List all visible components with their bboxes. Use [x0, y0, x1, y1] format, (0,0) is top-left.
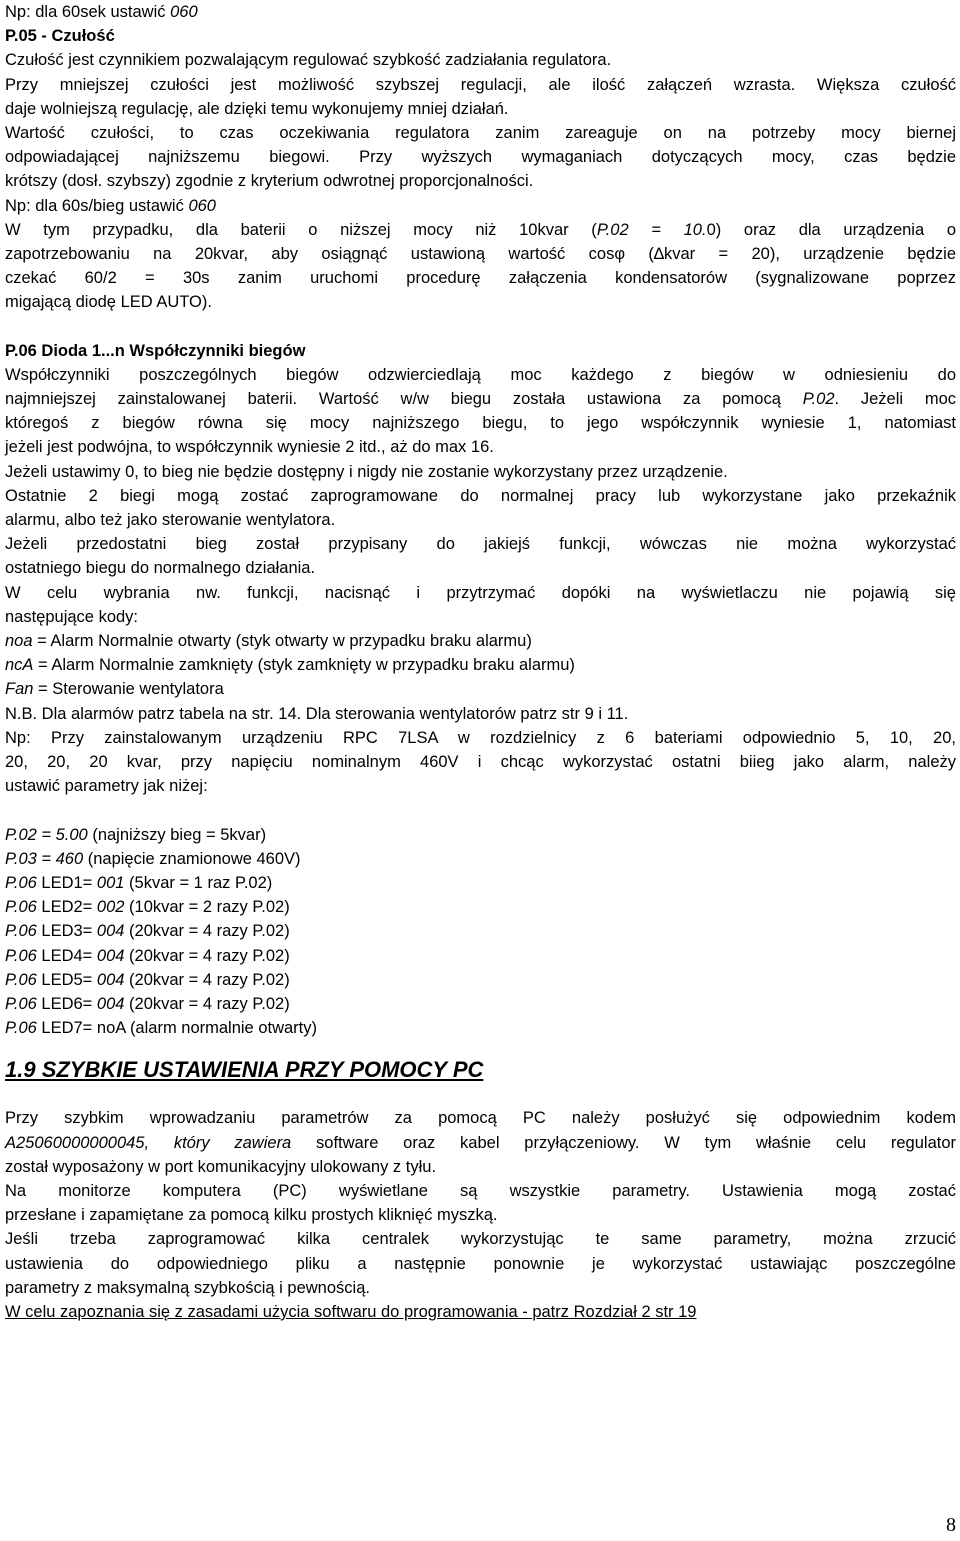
- p05-example-text: Np: dla 60s/bieg ustawić: [5, 196, 189, 215]
- p06-line: następujące kody:: [5, 607, 139, 626]
- p06-line: ostatniego biegu do normalnego działania.: [5, 559, 316, 578]
- section-line: [5, 1131, 956, 1155]
- p06-line: N.B. Dla alarmów patrz tabela na str. 14. Dla sterowania wentylatorów patrz str 9 i 11.: [5, 704, 629, 723]
- document-page: [5, 0, 956, 1324]
- p06-line: Np: Przy zainstalowanym urządzeniu RPC 7LSA w rozdzielnicy z 6 bateriami odpowiednio 5, 10, 20,: [5, 728, 956, 747]
- setting-param: P.06: [5, 898, 37, 917]
- p06-line: [5, 387, 956, 411]
- p06-param-ref: P.02: [802, 390, 835, 409]
- setting-note: (najniższy bieg = 5kvar): [87, 825, 267, 844]
- page-number: 8: [946, 1514, 956, 1536]
- p06-line: 20, 20, 20 kvar, przy napięciu nominalnym 460V i chcąc wykorzystać ostatni biieg jako alarm, należy: [5, 753, 956, 772]
- p05-line: daje wolniejszą regulację, ale dzięki temu wykonujemy mniej działań.: [5, 99, 509, 118]
- setting-value: 004: [96, 946, 125, 965]
- setting-value: 004: [96, 970, 125, 989]
- section-reference-line: W celu zapoznania się z zasadami użycia softwaru do programowania - patrz Rozdział 2 str 19: [5, 1302, 697, 1321]
- code-name: Fan: [5, 680, 34, 699]
- p05-line: migającą diodę LED AUTO).: [5, 293, 212, 312]
- code-description: = Sterowanie wentylatora: [33, 680, 224, 699]
- setting-led: LED1=: [36, 873, 97, 892]
- setting-note: (20kvar = 4 razy P.02): [124, 994, 290, 1013]
- settings-item: [5, 847, 956, 871]
- p05-line: Wartość czułości, to czas oczekiwania regulatora zanim zareaguje on na potrzeby mocy biernej: [5, 124, 956, 143]
- section-text: software oraz kabel przyłączeniowy. W tym właśnie celu regulator: [291, 1133, 957, 1152]
- settings-item: [5, 871, 956, 895]
- p06-text: . Jeżeli moc: [834, 390, 957, 409]
- intro-text: Np: dla 60sek ustawić: [5, 3, 171, 21]
- setting-note: (10kvar = 2 razy P.02): [124, 898, 290, 917]
- spacer: [5, 799, 956, 823]
- section-title: 1.9 SZYBKIE USTAWIENIA PRZY POMOCY PC: [5, 1057, 484, 1083]
- code-name: ncA: [5, 656, 34, 675]
- intro-value: 060: [170, 3, 198, 21]
- p06-line: Ostatnie 2 biegi mogą zostać zaprogramowane do normalnej pracy lub wykorzystane jako przekaźnik: [5, 486, 956, 505]
- p06-line: W celu wybrania nw. funkcji, nacisnąć i przytrzymać dopóki na wyświetlaczu nie pojawią się: [5, 583, 956, 602]
- p06-line: któregoś z biegów równa się mocy najniższego biegu, to jego współczynnik wyniesie 1, natomiast: [5, 414, 956, 433]
- setting-note: (napięcie znamionowe 460V): [83, 849, 301, 868]
- setting-value: 004: [96, 994, 125, 1013]
- p06-line: Współczynniki poszczególnych biegów odzwierciedlają moc każdego z biegów w odniesieniu do: [5, 365, 956, 384]
- p06-line: Jeżeli przedostatni bieg został przypisany do jakiejś funkcji, wówczas nie można wykorzystać: [5, 535, 956, 554]
- settings-item: [5, 968, 956, 992]
- setting-value: 004: [96, 922, 125, 941]
- section-line: parametry z maksymalną szybkością i pewnością.: [5, 1278, 370, 1297]
- p05-line: odpowiadającej najniższemu biegowi. Przy wyższych wymaganiach dotyczących mocy, czas będzie: [5, 148, 956, 167]
- setting-param: P.02 = 5.00: [5, 825, 88, 844]
- settings-item: [5, 919, 956, 943]
- code-description: = Alarm Normalnie otwarty (styk otwarty w przypadku braku alarmu): [32, 632, 532, 651]
- p06-line: alarmu, albo też jako sterowanie wentylatora.: [5, 511, 336, 530]
- code-item: [5, 677, 956, 701]
- section-line: Na monitorze komputera (PC) wyświetlane są wszystkie parametry. Ustawienia mogą zostać: [5, 1181, 956, 1200]
- p05-example-line: [5, 194, 956, 218]
- setting-led: LED2=: [36, 898, 97, 917]
- setting-led: LED6=: [36, 994, 97, 1013]
- p06-line: jeżeli jest podwójna, to współczynnik wyniesie 2 itd., aż do max 16.: [5, 438, 494, 457]
- setting-note: (20kvar = 4 razy P.02): [124, 922, 290, 941]
- p05-text: W tym przypadku, dla baterii o niższej mocy niż 10kvar (: [5, 220, 597, 239]
- setting-led: LED3=: [36, 922, 97, 941]
- p05-line: zapotrzebowaniu na 20kvar, aby osiągnąć ustawioną wartość cosφ (∆kvar = 20), urządzenie będzie: [5, 245, 956, 264]
- p06-heading: P.06 Dioda 1...n Współczynniki biegów: [5, 341, 306, 360]
- section-line: ustawienia do odpowiedniego pliku a następnie ponownie je wykorzystać ustawiając poszczególne: [5, 1254, 956, 1273]
- setting-note: (5kvar = 1 raz P.02): [124, 873, 273, 892]
- p05-line: [5, 218, 956, 242]
- code-item: [5, 653, 956, 677]
- p06-text: najmniejszej zainstalowanej baterii. Wartość w/w biegu została ustawiona za pomocą: [5, 390, 803, 409]
- setting-param: P.06: [5, 970, 37, 989]
- code-description: = Alarm Normalnie zamknięty (styk zamknięty w przypadku braku alarmu): [33, 656, 575, 675]
- settings-item: [5, 992, 956, 1016]
- code-name: noa: [5, 632, 33, 651]
- setting-param: P.06: [5, 873, 37, 892]
- p05-line: Czułość jest czynnikiem pozwalającym regulować szybkość zadziałania regulatora.: [5, 51, 612, 70]
- settings-item: [5, 1016, 956, 1040]
- setting-param: P.06: [5, 994, 37, 1013]
- setting-param: P.03 = 460: [5, 849, 84, 868]
- setting-param: P.06: [5, 922, 37, 941]
- setting-led: LED5=: [36, 970, 97, 989]
- section-line: Jeśli trzeba zaprogramować kilka centralek wykorzystując te same parametry, można zrzucić: [5, 1230, 956, 1249]
- setting-param: P.06: [5, 946, 37, 965]
- setting-param: P.06: [5, 1019, 37, 1038]
- settings-item: [5, 823, 956, 847]
- setting-value: 001: [96, 873, 125, 892]
- setting-note: (20kvar = 4 razy P.02): [124, 970, 290, 989]
- section-line: został wyposażony w port komunikacyjny ulokowany z tyłu.: [5, 1157, 437, 1176]
- p06-line: Jeżeli ustawimy 0, to bieg nie będzie dostępny i nigdy nie zostanie wykorzystany przez urządzenie.: [5, 462, 728, 481]
- setting-value: 002: [96, 898, 125, 917]
- p05-text: 0) oraz dla urządzenia o: [706, 220, 956, 239]
- p05-param-ref: P.02 = 10.: [596, 220, 707, 239]
- section-code: A25060000000045, który zawiera: [5, 1133, 292, 1152]
- section-line: Przy szybkim wprowadzaniu parametrów za pomocą PC należy posłużyć się odpowiednim kodem: [5, 1109, 956, 1128]
- setting-led: LED4=: [36, 946, 97, 965]
- p05-line: czekać 60/2 = 30s zanim uruchomi procedurę załączenia kondensatorów (sygnalizowane poprzez: [5, 269, 956, 288]
- setting-note: (20kvar = 4 razy P.02): [124, 946, 290, 965]
- code-item: [5, 629, 956, 653]
- settings-item: [5, 895, 956, 919]
- intro-line: [5, 0, 956, 24]
- p05-example-value: 060: [188, 196, 216, 215]
- p05-line: Przy mniejszej czułości jest możliwość szybszej regulacji, ale ilość załączeń wzrasta. Większa czułość: [5, 75, 956, 94]
- p05-line: krótszy (dosł. szybszy) zgodnie z kryterium odwrotnej proporcjonalności.: [5, 172, 534, 191]
- p06-line: ustawić parametry jak niżej:: [5, 777, 208, 796]
- spacer: [5, 315, 956, 339]
- section-line: przesłane i zapamiętane za pomocą kilku prostych kliknięć myszką.: [5, 1206, 498, 1225]
- settings-item: [5, 944, 956, 968]
- setting-led: LED7= noA (alarm normalnie otwarty): [36, 1019, 317, 1038]
- p05-heading: P.05 - Czułość: [5, 27, 115, 46]
